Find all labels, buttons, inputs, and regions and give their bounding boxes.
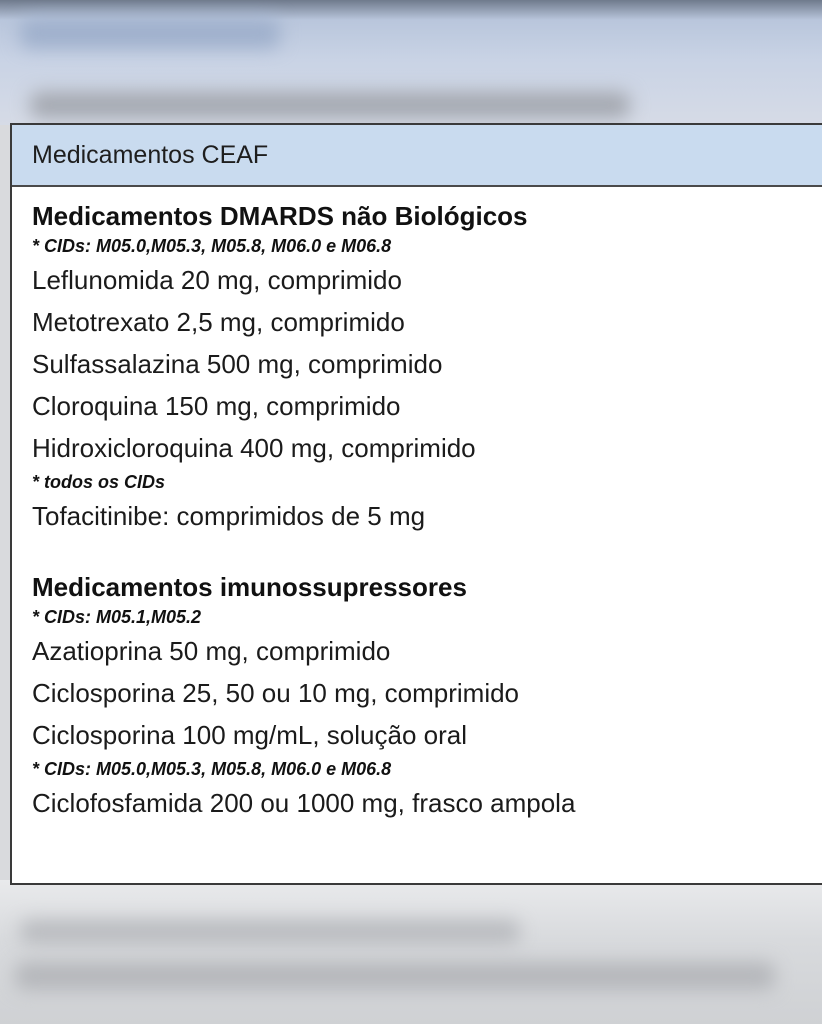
- table-title: Medicamentos CEAF: [32, 140, 269, 169]
- section-title: Medicamentos imunossupressores: [32, 572, 467, 602]
- medication-item: Ciclosporina 100 mg/mL, solução oral: [32, 720, 467, 750]
- medication-item: Azatioprina 50 mg, comprimido: [32, 636, 391, 666]
- medication-item: Metotrexato 2,5 mg, comprimido: [32, 307, 405, 337]
- section-immunosuppressants: [32, 570, 822, 824]
- medication-item: Tofacitinibe: comprimidos de 5 mg: [32, 501, 426, 531]
- medication-item: Ciclosporina 25, 50 ou 10 mg, comprimido: [32, 678, 520, 708]
- blurred-background-top: [0, 0, 822, 125]
- section-title: Medicamentos DMARDS não Biológicos: [32, 201, 528, 231]
- blurred-text-line: [30, 92, 630, 118]
- medication-table: [10, 123, 822, 885]
- cids-note: * todos os CIDs: [32, 472, 166, 492]
- medication-item: Cloroquina 150 mg, comprimido: [32, 391, 401, 421]
- blurred-text-line: [15, 962, 775, 990]
- medication-item: Hidroxicloroquina 400 mg, comprimido: [32, 433, 476, 463]
- table-body: [12, 187, 822, 824]
- medication-item: Leflunomida 20 mg, comprimido: [32, 265, 402, 295]
- section-dmards: [32, 199, 822, 537]
- medication-item: Sulfassalazina 500 mg, comprimido: [32, 349, 443, 379]
- blurred-title-bar: [20, 18, 280, 48]
- medication-item: Ciclofosfamida 200 ou 1000 mg, frasco ampola: [32, 788, 576, 818]
- blurred-background-bottom: [0, 880, 822, 1024]
- cids-note: * CIDs: M05.1,M05.2: [32, 607, 202, 627]
- table-header: [12, 125, 822, 187]
- blurred-text-line: [20, 920, 520, 944]
- cids-note: * CIDs: M05.0,M05.3, M05.8, M06.0 e M06.8: [32, 236, 392, 256]
- cids-note: * CIDs: M05.0,M05.3, M05.8, M06.0 e M06.8: [32, 759, 392, 779]
